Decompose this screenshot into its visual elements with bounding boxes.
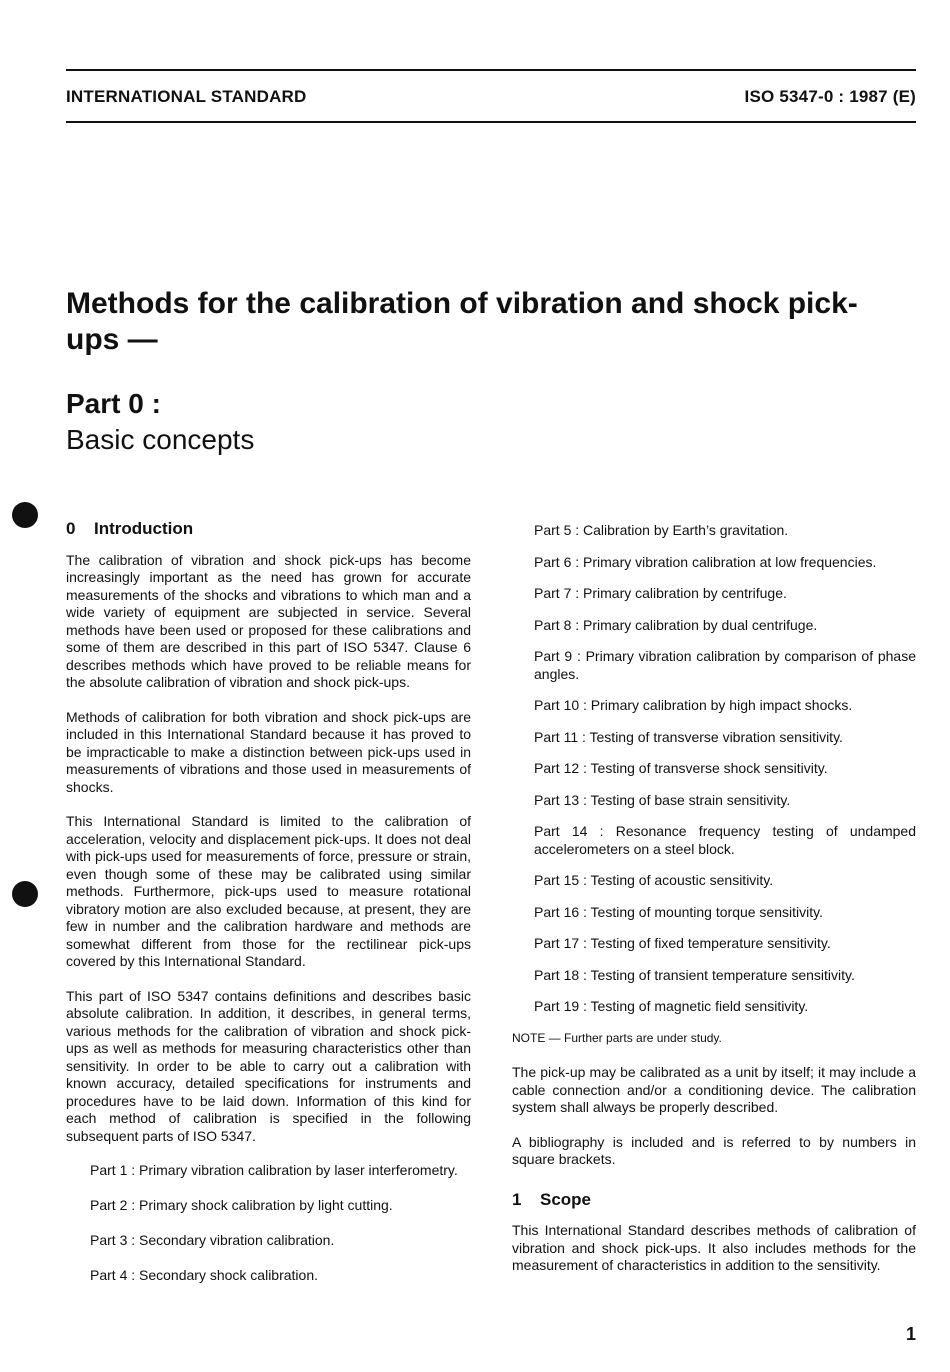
part-subtitle: Basic concepts (66, 424, 255, 455)
section-title: Introduction (94, 519, 194, 538)
paragraph: This International Standard describes methods of calibration of vibration and shock pick-ups. It also includes methods for the measurement of characteristics in addition to the sensitivity. (512, 1222, 916, 1273)
left-column (66, 520, 471, 1302)
list-item: Part 8 : Primary calibration by dual centrifuge. (534, 616, 818, 633)
list-item: Part 7 : Primary calibration by centrifuge. (534, 585, 787, 601)
header-standard-number: ISO 5347-0 : 1987 (E) (744, 87, 916, 106)
list-item: Part 11 : Testing of transverse vibration sensitivity. (534, 728, 843, 745)
list-item: Part 2 : Primary shock calibration by light cutting. (90, 1197, 393, 1213)
list-item: Part 16 : Testing of mounting torque sensitivity. (534, 903, 823, 920)
list-item: Part 15 : Testing of acoustic sensitivity. (534, 872, 774, 888)
list-item: Part 5 : Calibration by Earth’s gravitation. (534, 522, 789, 538)
header-top-rule (66, 69, 916, 71)
list-item: Part 10 : Primary calibration by high impact shocks. (534, 697, 853, 713)
section-title: Scope (540, 1189, 592, 1209)
paragraph: A bibliography is included and is referred to by numbers in square brackets. (512, 1133, 916, 1167)
introduction-heading (66, 520, 471, 538)
paragraph: The pick-up may be calibrated as a unit by itself; it may include a cable connection and/or a conditioning device. The calibration system shall always be properly described. (512, 1064, 916, 1115)
header-bottom-rule (66, 121, 916, 123)
section-number: 1 (512, 1189, 522, 1209)
list-item: Part 18 : Testing of transient temperature sensitivity. (534, 966, 855, 983)
list-item: Part 4 : Secondary shock calibration. (90, 1267, 319, 1283)
page-number: 1 (905, 1324, 916, 1344)
part-number: Part 0 : (66, 388, 161, 419)
list-item: Part 6 : Primary vibration calibration at low frequencies. (534, 553, 877, 570)
right-column (512, 522, 916, 1292)
list-item: Part 19 : Testing of magnetic field sensitivity. (534, 998, 809, 1014)
margin-bullet-marker (12, 881, 38, 907)
list-item: Part 12 : Testing of transverse shock sensitivity. (534, 760, 828, 776)
scope-heading (512, 1191, 916, 1209)
parts-list-left (66, 1162, 471, 1285)
list-item: Part 9 : Primary vibration calibration by comparison of phase angles. (534, 648, 916, 682)
parts-list-right (512, 522, 916, 1016)
list-item: Part 17 : Testing of fixed temperature sensitivity. (534, 935, 831, 951)
list-item: Part 13 : Testing of base strain sensitivity. (534, 791, 791, 808)
document-title: Methods for the calibration of vibration and shock pick-ups — (66, 287, 858, 356)
list-item: Part 14 : Resonance frequency testing of undamped accelerometers on a steel block. (534, 823, 916, 857)
paragraph: Methods of calibration for both vibration and shock pick-ups are included in this International Standard because it has proved to be impracticable to make a distinction between pick-ups used in measurements of vibrations and those used in measurements of shocks. (66, 708, 471, 795)
list-item: Part 3 : Secondary vibration calibration. (90, 1232, 335, 1248)
paragraph: This International Standard is limited to the calibration of acceleration, velocity and displacement pick-ups. It does not deal with pick-ups used for measurements of force, pressure or strain, even though some of these may be calibrated using similar methods. Furthermore, pick-ups used to measure rotational vibratory motion are also excluded because, at present, they are few in number and the calibration hardware and methods are somewhat different from those for the rectilinear pick-ups covered by this International Standard. (66, 813, 471, 969)
list-item: Part 1 : Primary vibration calibration by laser interferometry. (90, 1162, 458, 1178)
section-number: 0 (66, 519, 76, 538)
header-standard-label: INTERNATIONAL STANDARD (66, 87, 307, 106)
note: NOTE — Further parts are under study. (512, 1030, 722, 1045)
paragraph: This part of ISO 5347 contains definitions and describes basic absolute calibration. In addition, it describes, in general terms, various methods for the calibration of vibration and shock pick-ups as well as methods for measuring characteristics other than sensitivity. In order to be able to carry out a calibration with known accuracy, detailed specifications for instruments and procedures have to be laid down. Information of this kind for each method of calibration is specified in the following subsequent parts of ISO 5347. (66, 987, 471, 1144)
paragraph: The calibration of vibration and shock pick-ups has become increasingly important as the need has grown for accurate measurements of the shocks and vibrations to which man and a wide variety of equipment are subjected in service. Several methods have been used or proposed for these calibrations and some of them are described in this part of ISO 5347. Clause 6 describes methods which have proved to be reliable means for the absolute calibration of vibration and shock pick-ups. (66, 551, 471, 690)
margin-bullet-marker (12, 502, 38, 528)
